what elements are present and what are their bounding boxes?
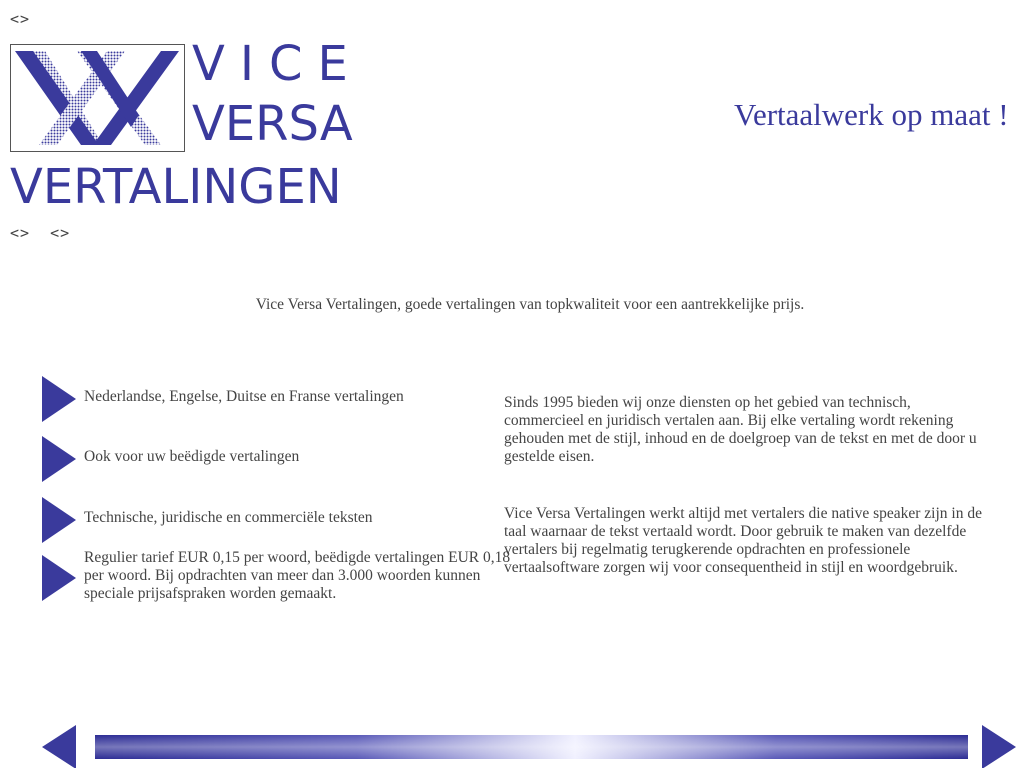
intro-text: Vice Versa Vertalingen, goede vertalingen van topkwaliteit voor een aantrekkelijke prijs. (255, 296, 805, 313)
previous-page-arrow-icon[interactable] (42, 725, 76, 768)
feature-text: Technische, juridische en commerciële teksten (84, 509, 373, 526)
feature-item (42, 436, 502, 482)
logo-word-vice: VICE (192, 36, 363, 92)
nav-links-top[interactable]: <> (10, 10, 31, 28)
feature-item (42, 376, 502, 422)
bullet-triangle-icon (42, 555, 76, 601)
feature-item (42, 549, 512, 603)
bullet-triangle-icon (42, 436, 76, 482)
bullet-triangle-icon (42, 376, 76, 422)
about-paragraph: Sinds 1995 bieden wij onze diensten op het gebied van technisch, commercieel en juridisch vertalen aan. Bij elke vertaling wordt rekening gehouden met de stijl, inhoud en de doelgroep van de tekst en met de door u gestelde eisen. (504, 394, 977, 465)
about-paragraph: Vice Versa Vertalingen werkt altijd met vertalers die native speaker zijn in de taal waarnaar de tekst vertaald wordt. Door gebruik te maken van dezelfde vertalers bij regelmatig terugkerende opdrachten en professionele vertaalsoftware zorgen wij voor consequentheid in stijl en woordgebruik. (504, 505, 982, 576)
next-page-arrow-icon[interactable] (982, 725, 1016, 768)
feature-item (42, 497, 502, 543)
bullet-triangle-icon (42, 497, 76, 543)
bottom-gradient-bar (95, 735, 968, 759)
vv-logo-icon (10, 44, 185, 152)
tagline: Vertaalwerk op maat ! (734, 97, 1009, 132)
feature-text: Nederlandse, Engelse, Duitse en Franse vertalingen (84, 388, 404, 405)
feature-text: Ook voor uw beëdigde vertalingen (84, 448, 300, 465)
logo-word-vertalingen: VERTALINGEN (10, 159, 342, 215)
logo-word-versa: VERSA (192, 96, 353, 152)
feature-text: Regulier tarief EUR 0,15 per woord, beëdigde vertalingen EUR 0,18 per woord. Bij opdrachten van meer dan 3.000 woorden kunnen speciale prijsafspraken worden gemaakt. (84, 549, 511, 602)
nav-links-bottom[interactable]: <> <> (10, 224, 71, 242)
